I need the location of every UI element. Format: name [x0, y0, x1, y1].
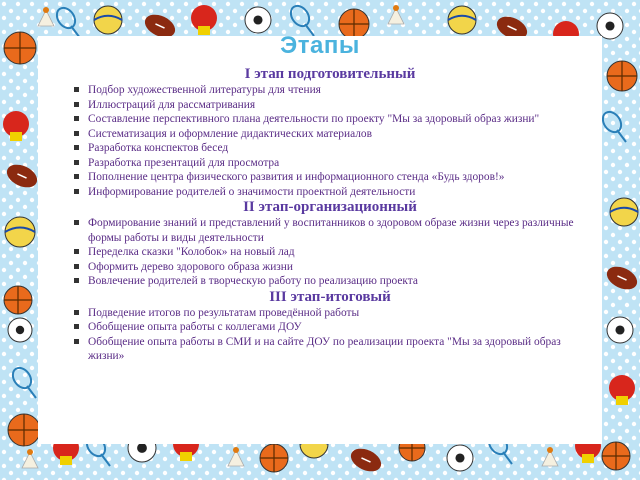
basketball-icon	[8, 414, 40, 446]
soccer-ball-icon	[8, 318, 32, 342]
list-item: Подведение итогов по результатам проведённой работы	[70, 306, 590, 321]
list-item: Составление перспективного плана деятельности по проекту "Мы за здоровый образ жизни"	[70, 112, 590, 127]
list-item: Обобщение опыта работы с коллегами ДОУ	[70, 320, 590, 335]
stage-1-list	[70, 83, 590, 199]
basketball-icon	[607, 61, 637, 91]
list-item: Систематизация и оформление дидактических материалов	[70, 127, 590, 142]
volleyball-icon	[448, 6, 476, 34]
page-title: Этапы	[280, 32, 360, 59]
list-item: Информирование родителей о значимости проектной деятельности	[70, 185, 590, 200]
stage-3	[70, 289, 590, 364]
stage-1	[70, 66, 590, 199]
stage-3-heading: III этап-итоговый	[269, 288, 391, 305]
list-item: Подбор художественной литературы для чтения	[70, 83, 590, 98]
stage-2-list	[70, 216, 590, 289]
stage-2-heading: II этап-организационный	[243, 199, 417, 215]
soccer-ball-icon	[245, 7, 271, 33]
soccer-ball-icon	[447, 445, 473, 471]
basketball-icon	[260, 444, 288, 472]
list-item: Разработка конспектов бесед	[70, 141, 590, 156]
list-item: Обобщение опыта работы в СМИ и на сайте ДОУ по реализации проекта "Мы за здоровый образ жизни»	[70, 335, 590, 364]
stages-content	[70, 66, 590, 364]
list-item: Формирование знаний и представлений у воспитанников о здоровом образе жизни через различные формы работы и виды деятельности	[70, 216, 590, 245]
stage-2	[70, 199, 590, 289]
list-item: Оформить дерево здорового образа жизни	[70, 260, 590, 275]
soccer-ball-icon	[607, 317, 633, 343]
list-item: Разработка презентаций для просмотра	[70, 156, 590, 171]
stage-3-list	[70, 306, 590, 364]
stage-1-heading: I этап подготовительный	[244, 66, 416, 82]
volleyball-icon	[5, 217, 35, 247]
volleyball-icon	[610, 198, 638, 226]
basketball-icon	[4, 286, 32, 314]
basketball-icon	[602, 442, 630, 470]
list-item: Переделка сказки "Колобок» на новый лад	[70, 245, 590, 260]
volleyball-icon	[94, 6, 122, 34]
list-item: Пополнение центра физического развития и информационного стенда «Будь здоров!»	[70, 170, 590, 185]
list-item: Иллюстраций для рассматривания	[70, 98, 590, 113]
list-item: Вовлечение родителей в творческую работу по реализацию проекта	[70, 274, 590, 289]
